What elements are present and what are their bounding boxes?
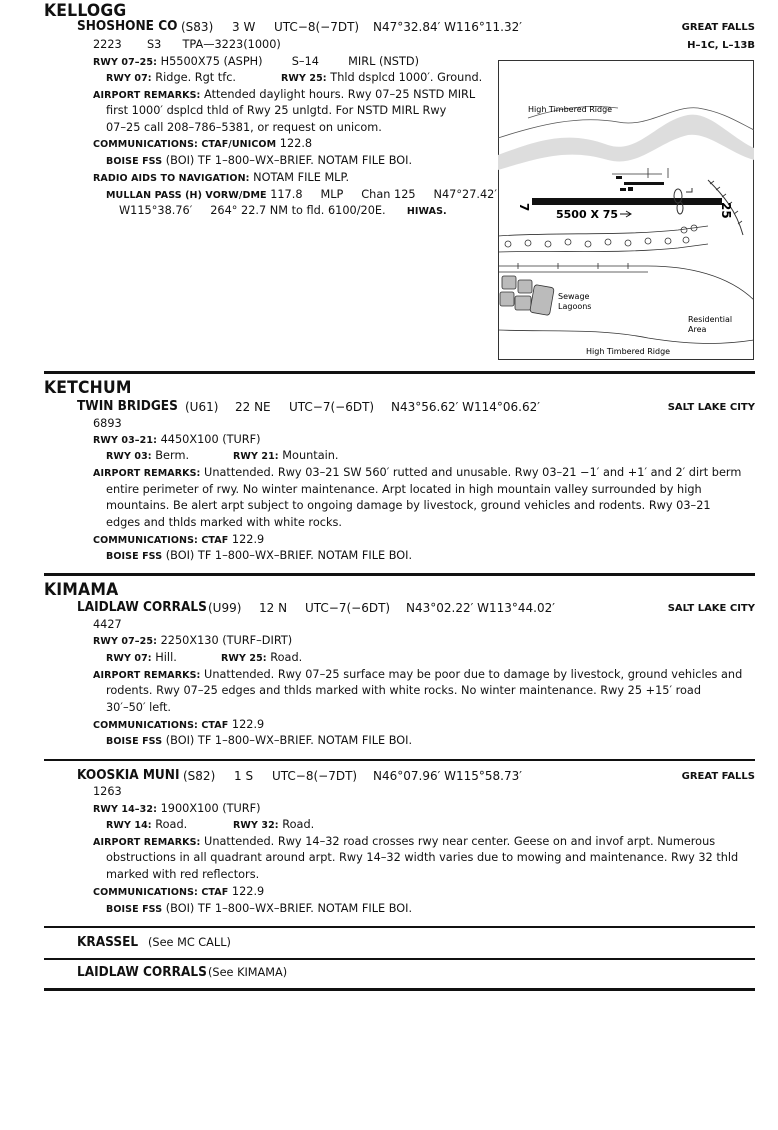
runway-strip — [532, 198, 722, 205]
runway-end-label: RWY 32: — [233, 820, 279, 831]
remarks-line: mountains. Be alert arpt subject to ongoing damage by livestock, ground vehicles and rodents. Rwy 03–21 — [106, 499, 711, 512]
runway-end-32 — [233, 817, 314, 834]
fss-value: (BOI) TF 1–800–WX–BRIEF. NOTAM FILE BOI. — [165, 154, 413, 167]
fss-value: (BOI) TF 1–800–WX–BRIEF. NOTAM FILE BOI. — [165, 549, 413, 562]
runway-end-label: RWY 14: — [106, 820, 152, 831]
runway-end-value: Road. — [270, 651, 303, 664]
runway-end-value: Ridge. Rgt tfc. — [155, 71, 237, 84]
residential-label: Residential — [688, 315, 733, 324]
airport-coords: N46°07.96′ W115°58.73′ — [373, 769, 522, 783]
region-label: SALT LAKE CITY — [667, 402, 755, 413]
runway-value: 4450X100 (TURF) — [160, 433, 261, 446]
airport-name-laidlaw-corrals: LAIDLAW CORRALS — [77, 599, 207, 615]
elevation: 1263 — [93, 785, 122, 798]
fss-line — [106, 548, 412, 565]
airport-id: (S83) — [181, 20, 214, 34]
airport-name-kooskia-muni: KOOSKIA MUNI — [77, 767, 180, 783]
remarks-label: AIRPORT REMARKS: — [93, 90, 201, 101]
runway-end-label: RWY 21: — [233, 451, 279, 462]
runway-line — [93, 633, 292, 650]
remarks-label: AIRPORT REMARKS: — [93, 670, 201, 681]
fss-label: BOISE FSS — [106, 736, 163, 747]
airport-distance: 1 S — [234, 769, 254, 783]
airport-coords: N43°02.22′ W113°44.02′ — [406, 601, 555, 615]
runway-end-label: RWY 07: — [106, 653, 152, 664]
fss-label: BOISE FSS — [106, 551, 163, 562]
runway-end-label: RWY 25: — [221, 653, 267, 664]
communications — [93, 136, 312, 153]
runway-end-right: 25 — [719, 202, 733, 219]
cross-reference: (See KIMAMA) — [208, 966, 288, 979]
runway-end-value: Road. — [155, 818, 188, 831]
elevation-line — [93, 37, 281, 53]
runway-end-value: Road. — [282, 818, 315, 831]
city-kellogg: KELLOGG — [44, 1, 127, 21]
airport-utc: UTC−7(−6DT) — [289, 400, 375, 414]
runway-line — [93, 801, 261, 818]
airport-name-krassel: KRASSEL — [77, 934, 139, 950]
comm-frequency: 122.9 — [231, 718, 265, 731]
section-divider — [44, 759, 755, 761]
area-label: Area — [688, 325, 707, 334]
airport-distance: 22 NE — [235, 400, 271, 414]
comm-frequency: 122.9 — [231, 533, 265, 546]
airport-id: (S82) — [183, 769, 216, 783]
cross-reference: (See MC CALL) — [148, 936, 231, 949]
vor-line — [106, 187, 497, 204]
runway-value: 2250X130 (TURF–DIRT) — [160, 634, 293, 647]
airport-remarks — [93, 834, 715, 851]
vor-value-2: W115°38.76′ 264° 22.7 NM to fld. 6100/20E. — [119, 204, 386, 217]
bottom-ridge-label: High Timbered Ridge — [586, 347, 671, 356]
radio-aids — [93, 170, 349, 187]
airport-remarks — [93, 87, 475, 104]
runway-label: RWY 07–25: — [93, 57, 157, 68]
sewage-label: Sewage — [558, 292, 590, 301]
airport-id: (U61) — [185, 400, 219, 414]
section-divider — [44, 988, 755, 991]
runway-end-03 — [106, 448, 189, 465]
comm-label: COMMUNICATIONS: CTAF — [93, 887, 229, 898]
runway-end-25 — [281, 70, 482, 87]
elevation: 2223 — [93, 38, 122, 51]
lagoons-label: Lagoons — [558, 302, 592, 311]
remarks-line: 30′–50′ left. — [106, 701, 172, 714]
runway-label: RWY 07–25: — [93, 636, 157, 647]
hiwas-label: HIWAS. — [406, 206, 447, 217]
runway-size-label: 5500 X 75 — [556, 208, 619, 221]
chart-refs: H–1C, L–13B — [687, 40, 755, 51]
fss-value: (BOI) TF 1–800–WX–BRIEF. NOTAM FILE BOI. — [165, 902, 413, 915]
runway-end-label: RWY 07: — [106, 73, 152, 84]
airport-remarks — [93, 465, 741, 482]
runway-end-left: 7 — [517, 203, 531, 212]
runway-end-21 — [233, 448, 339, 465]
section-divider — [44, 371, 755, 374]
runway-end-label: RWY 25: — [281, 73, 327, 84]
region-label: GREAT FALLS — [681, 22, 755, 33]
elevation: 6893 — [93, 417, 122, 430]
section-divider — [44, 958, 755, 960]
airport-distance: 12 N — [259, 601, 288, 615]
runway-end-07 — [106, 70, 236, 87]
runway-end-value: Thld dsplcd 1000′. Ground. — [330, 71, 483, 84]
communications — [93, 532, 264, 549]
region-label: SALT LAKE CITY — [667, 603, 755, 614]
fss-value: (BOI) TF 1–800–WX–BRIEF. NOTAM FILE BOI. — [165, 734, 413, 747]
remarks-line: rodents. Rwy 07–25 edges and thlds marked with white rocks. No winter maintenance. Rwy 25 +15′ road — [106, 684, 702, 697]
region-label: GREAT FALLS — [681, 771, 755, 782]
comm-frequency: 122.9 — [231, 885, 265, 898]
airport-utc: UTC−8(−7DT) — [272, 769, 358, 783]
fss-line — [106, 901, 412, 918]
runway-label: RWY 03–21: — [93, 435, 157, 446]
airport-utc: UTC−8(−7DT) — [274, 20, 360, 34]
runway-strength: S–14 — [291, 55, 319, 68]
vor-label: MULLAN PASS (H) VORW/DME — [106, 190, 267, 201]
runway-end-07 — [106, 650, 177, 667]
runway-label: RWY 14–32: — [93, 804, 157, 815]
elevation: 4427 — [93, 618, 122, 631]
fss-line — [106, 733, 412, 750]
remarks-text: Unattended. Rwy 14–32 road crosses rwy near center. Geese on and invof arpt. Numerous — [204, 835, 716, 848]
remarks-line: entire perimeter of rwy. No winter maintenance. Arpt located in high mountain valley surrounded by high — [106, 483, 702, 496]
runway-end-label: RWY 03: — [106, 451, 152, 462]
runway-value: H5500X75 (ASPH) — [160, 55, 263, 68]
fss-label: BOISE FSS — [106, 904, 163, 915]
airport-distance: 3 W — [232, 20, 256, 34]
remarks-line: first 1000′ dsplcd thld of Rwy 25 unlgtd. For NSTD MIRL Rwy — [106, 104, 447, 117]
remarks-line: obstructions in all quadrant around arpt. Rwy 14–32 width varies due to mowing and maintenance. Rwy 32 thld — [106, 851, 739, 864]
runway-value: 1900X100 (TURF) — [160, 802, 261, 815]
fuel: S3 — [146, 38, 162, 51]
remarks-line: marked with red reflectors. — [106, 868, 260, 881]
runway-lighting: MIRL (NSTD) — [348, 55, 419, 68]
remarks-line: 07–25 call 208–786–5381, or request on unicom. — [106, 121, 382, 134]
airport-name-shoshone-co: SHOSHONE CO — [77, 18, 178, 34]
section-divider — [44, 573, 755, 576]
fss-line — [106, 153, 412, 170]
airport-coords: N43°56.62′ W114°06.62′ — [391, 400, 540, 414]
top-ridge-label: High Timbered Ridge — [528, 105, 613, 114]
runway-end-25 — [221, 650, 302, 667]
comm-frequency: 122.8 — [279, 137, 313, 150]
vor-value: 117.8 MLP Chan 125 N47°27.42′ — [270, 188, 497, 201]
airport-remarks — [93, 667, 742, 684]
runway-line — [93, 432, 261, 449]
city-kimama: KIMAMA — [44, 580, 119, 600]
remarks-label: AIRPORT REMARKS: — [93, 468, 201, 479]
nav-value: NOTAM FILE MLP. — [253, 171, 350, 184]
city-ketchum: KETCHUM — [44, 378, 132, 398]
airport-id: (U99) — [208, 601, 242, 615]
remarks-text: Unattended. Rwy 03–21 SW 560′ rutted and unusable. Rwy 03–21 −1′ and +1′ and 2′ dirt berm — [204, 466, 742, 479]
comm-label: COMMUNICATIONS: CTAF — [93, 720, 229, 731]
remarks-line: edges and thlds marked with white rocks. — [106, 516, 342, 529]
runway-line — [93, 54, 419, 71]
remarks-text: Attended daylight hours. Rwy 07–25 NSTD MIRL — [204, 88, 476, 101]
runway-end-value: Berm. — [155, 449, 190, 462]
nav-label: RADIO AIDS TO NAVIGATION: — [93, 173, 250, 184]
comm-label: COMMUNICATIONS: CTAF — [93, 535, 229, 546]
remarks-text: Unattended. Rwy 07–25 surface may be poor due to damage by livestock, ground vehicles and — [204, 668, 743, 681]
airport-diagram — [498, 60, 754, 360]
airport-utc: UTC−7(−6DT) — [305, 601, 391, 615]
vor-line-2 — [119, 203, 447, 220]
fss-label: BOISE FSS — [106, 156, 163, 167]
runway-end-14 — [106, 817, 187, 834]
remarks-label: AIRPORT REMARKS: — [93, 837, 201, 848]
airport-name-twin-bridges: TWIN BRIDGES — [77, 398, 178, 414]
tpa: TPA—3223(1000) — [182, 38, 281, 51]
communications — [93, 884, 264, 901]
section-divider — [44, 926, 755, 928]
runway-end-value: Hill. — [155, 651, 177, 664]
airport-name-laidlaw-corrals-ref: LAIDLAW CORRALS — [77, 964, 207, 980]
comm-label: COMMUNICATIONS: CTAF/UNICOM — [93, 139, 277, 150]
apron — [624, 182, 664, 185]
runway-end-value: Mountain. — [282, 449, 339, 462]
communications — [93, 717, 264, 734]
airport-coords: N47°32.84′ W116°11.32′ — [373, 20, 522, 34]
